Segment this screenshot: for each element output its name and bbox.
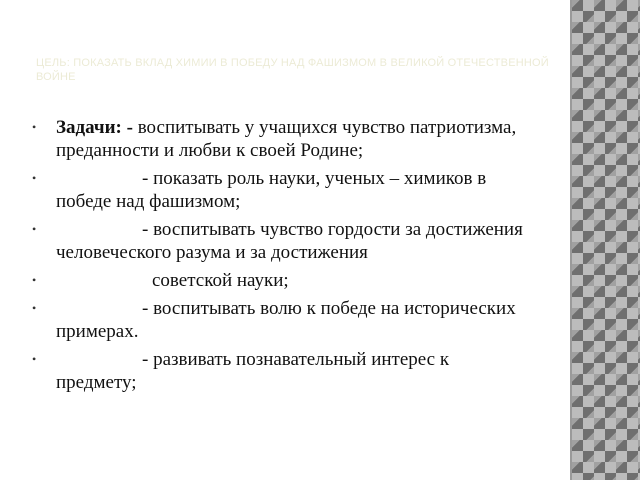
task-text: - развивать познавательный интерес к предмету; [56, 349, 450, 393]
task-text: - показать роль науки, ученых – химиков в победе над фашизмом; [56, 168, 487, 212]
decorative-side-pattern [570, 0, 640, 480]
task-list [30, 116, 530, 399]
bullet-icon: • [32, 352, 37, 366]
slide-title: ЦЕЛЬ: ПОКАЗАТЬ ВКЛАД ХИМИИ В ПОБЕДУ НАД ФАШИЗМОМ В ВЕЛИКОЙ ОТЕЧЕСТВЕННОЙ ВОЙНЕ [36, 57, 549, 83]
bullet-icon: • [32, 301, 37, 315]
list-item [30, 116, 530, 162]
task-text: воспитывать у учащихся чувство патриотизма, преданности и любви к своей Родине; [56, 117, 517, 161]
list-item [30, 348, 530, 394]
task-text: - воспитывать волю к победе на исторических примерах. [56, 298, 516, 342]
bullet-icon: • [32, 222, 37, 236]
list-item [30, 297, 530, 343]
bullet-icon: • [32, 273, 37, 287]
list-item [30, 218, 530, 264]
list-item [30, 167, 530, 213]
bullet-icon: • [32, 120, 37, 134]
task-text: советской науки; [152, 270, 289, 291]
bullet-icon: • [32, 171, 37, 185]
task-text: - воспитывать чувство гордости за достижения человеческого разума и за достижения [56, 219, 523, 263]
tasks-label: Задачи: - [56, 117, 138, 138]
list-item [30, 269, 530, 292]
